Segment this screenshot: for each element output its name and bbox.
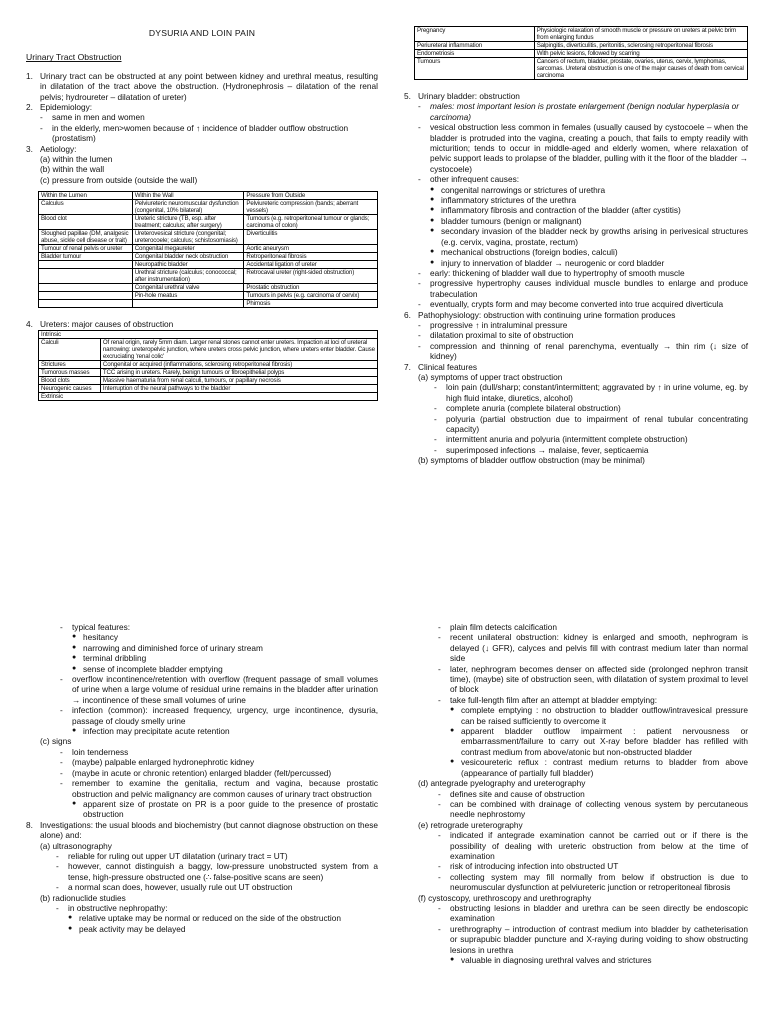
table-cell	[39, 284, 133, 292]
list-item: (b) within the wall	[40, 164, 105, 175]
dash-marker: -	[438, 902, 441, 913]
item-text: (maybe in acute or chronic retention) enlarged bladder (felt/percussed)	[72, 767, 332, 778]
table-cell: Prostatic obstruction	[244, 284, 378, 292]
item-text: progressive hypertrophy causes individual muscle bundles to enlarge and produce trabeculation	[430, 278, 748, 299]
bullet-item: ● infection may precipitate acute retention	[72, 726, 378, 736]
table-row	[39, 292, 378, 300]
table-cell: Endometriosis	[415, 50, 535, 58]
bullet-icon: ●	[430, 196, 435, 204]
table-cell: Cancers of rectum, bladder, prostate, ovaries, uterus, cervix, lymphomas, sarcomas. Ureteral obstruction is one of the major causes of death from cervical carcinoma	[534, 58, 747, 80]
bullet-list	[438, 705, 748, 778]
item-text: apparent bladder outflow impairment : patient nervousness or embarrassment/failure to carry out X-ray before bladder has refilled with contrast medium from above/atonic but non-obstructed bladder	[461, 726, 748, 757]
table-row	[39, 376, 378, 384]
sub-heading: (f) cystoscopy, urethroscopy and urethrography	[418, 892, 592, 903]
dash-item	[56, 861, 378, 882]
column-header: Within the Wall	[132, 192, 244, 200]
item-text: hesitancy	[83, 632, 119, 643]
item-text: terminal dribbling	[83, 653, 147, 664]
table-cell: Sloughed papillae (DM, analgesic abuse, sickle cell disease or trait)	[39, 230, 133, 245]
bullet-icon: ●	[430, 206, 435, 214]
table-cell: Pregnancy	[415, 27, 535, 42]
table-cell: Tumours in pelvis (e.g. carcinoma of cervix)	[244, 292, 378, 300]
paragraph-text: Investigations: the usual bloods and biochemistry (but cannot diagnose obstruction on these alone) and:	[40, 819, 378, 841]
table-cell: Calculi	[39, 338, 101, 360]
dash-list	[418, 903, 748, 955]
item-text: males: most important lesion is prostate enlargement (benign nodular hyperplasia or carcinoma)	[430, 101, 739, 122]
table-cell: Salpingitis, diverticulitis, peritonitis, sclerosing retroperitoneal fibrosis	[534, 42, 747, 50]
item-text: intermittent anuria and polyuria (intermittent complete obstruction)	[446, 434, 688, 445]
table-row	[39, 200, 378, 215]
item-text: injury to innervation of bladder → neurogenic or cord bladder	[441, 257, 665, 268]
table-cell: Neurogenic causes	[39, 384, 101, 392]
table-cell: Congenital urethral valve	[132, 284, 244, 292]
sub-heading: (a) ultrasonography	[40, 840, 112, 851]
dash-item	[438, 632, 748, 663]
table-cell	[39, 269, 133, 284]
table-cell: Accidental ligation of ureter	[244, 261, 378, 269]
dash-marker: -	[438, 798, 441, 809]
numbered-paragraph-6	[404, 310, 748, 362]
table-cell	[39, 292, 133, 300]
extrinsic-label: Extrinsic	[39, 392, 378, 400]
paragraph-number: 8.	[26, 819, 33, 830]
dash-item	[56, 851, 378, 861]
item-text: overflow incontinence/retention with overflow (frequent passage of small volumes of urine when a large volume of residual urine remains in the bladder after urination → incontinence of these small volumes of urine	[72, 674, 378, 705]
dash-marker: -	[56, 861, 59, 872]
table-cell: Periureteral inflammation	[415, 42, 535, 50]
bullet-item	[430, 247, 748, 257]
extrinsic-table-body	[415, 27, 748, 80]
item-text: narrowing and diminished force of urinary stream	[83, 642, 263, 653]
dash-item	[438, 789, 748, 799]
item-text: secondary invasion of the bladder neck by growths arising in perivesical structures (e.g. cervix, vagina, prostate, rectum)	[441, 226, 748, 247]
dash-item	[438, 695, 748, 705]
item-text: (maybe) palpable enlarged hydronephrotic kidney	[72, 757, 255, 768]
table-cell: Physiologic relaxation of smooth muscle or pressure on ureters at pelvic brim from enlarging fundus	[534, 27, 747, 42]
dash-list	[418, 268, 748, 310]
dash-item	[418, 268, 748, 278]
dash-item	[438, 903, 748, 924]
paragraph-number: 6.	[404, 309, 411, 320]
item-text: bladder tumours (benign or malignant)	[441, 215, 582, 226]
table-header-row	[39, 192, 378, 200]
bullet-item	[72, 643, 378, 653]
dash-marker: -	[438, 788, 441, 799]
table-cell: Aortic aneurysm	[244, 245, 378, 253]
dash-marker: -	[438, 861, 441, 872]
dash-item	[418, 299, 748, 309]
table-cell: Of renal origin, rarely 5mm diam. Larger renal stones cannot enter ureters. Impaction at loci of ureteral narrowing: ureteropelvic junction, where ureters cross pelvic junction, where ureters enter bladder. Cause excruciating 'renal colic'	[100, 338, 377, 360]
numbered-paragraph-4	[26, 319, 378, 329]
dash-item	[438, 872, 748, 893]
dash-marker: -	[60, 778, 63, 789]
table-row	[39, 284, 378, 292]
table-cell	[39, 300, 133, 308]
bullet-item	[72, 653, 378, 663]
table-cell: Ureterovesical stricture (congenital; ureterocoele; calculus; schistosomiasis)	[132, 230, 244, 245]
dash-item	[434, 382, 748, 403]
item-text: polyuria (partial obstruction due to impairment of renal tubular concentrating capacity)	[446, 413, 748, 434]
table-row	[39, 245, 378, 253]
item-text: inflammatory fibrosis and contraction of the bladder (after cystitis)	[441, 205, 681, 216]
table-cell: Strictures	[39, 360, 101, 368]
item-text: sense of incomplete bladder emptying	[83, 663, 223, 674]
dash-item: - same in men and women	[40, 112, 378, 122]
dash-marker: -	[434, 444, 437, 455]
dash-marker: -	[434, 403, 437, 414]
table-cell: Blood clot	[39, 215, 133, 230]
dash-marker: -	[438, 632, 441, 643]
bullet-icon: ●	[430, 216, 435, 224]
extrinsic-causes-table	[414, 26, 748, 80]
paragraph-number: 1.	[26, 70, 33, 81]
dash-marker: -	[56, 882, 59, 893]
item-text: mechanical obstructions (foreign bodies, calculi)	[441, 247, 618, 258]
item-text: vesical obstruction less common in females (usually caused by cystocoele – when the bladder is protruded into the vagina, creating a pouch, that fails to empty readily with micturition; tends to occur in middle-aged and elderly women, where relaxation of pelvic support leads to prolapse of the bladder, pulling with it the floor of the bladder → cystocoele)	[430, 122, 748, 174]
table-cell: Congenital megaureter	[132, 245, 244, 253]
table-row	[39, 360, 378, 368]
item-text: complete anuria (complete bilateral obstruction)	[446, 403, 621, 414]
table-cell: Retroperitoneal fibrosis	[244, 253, 378, 261]
dash-item	[438, 622, 748, 632]
bullet-icon: ●	[430, 227, 435, 235]
item-text: indicated if antegrade examination cannot be carried out or if there is the possibility of dealing with ureteric obstruction from below at the time of examination	[450, 830, 748, 861]
bullet-icon: ●	[430, 248, 435, 256]
table-cell: Bladder tumour	[39, 253, 133, 261]
dash-list	[40, 747, 378, 799]
item-text: apparent size of prostate on PR is a poor guide to the presence of prostatic obstruction	[83, 798, 378, 820]
dash-item: - other infrequent causes: ● congenital narrowings or strictures of urethra ● inflammatory strictures of the urethra ● inflammatory fibrosis and contraction of the bladder (after cystitis) ● bladder tumours (benign or malignant) ● secondary invasion of the bladder neck by growths arising in perivesical structures (e.g. cervix, vagina, prostate, rectum) ● mechanical obstructions (foreign bodies, calculi) ● injury to innervation of bladder → neurogenic or cord bladder	[418, 174, 748, 268]
item-text: inflammatory strictures of the urethra	[441, 195, 577, 206]
item-text: loin pain (dull/sharp; constant/intermittent; aggravated by ↑ in urine volume, eg. by high fluid intake, diuretics, alcohol)	[446, 382, 748, 403]
bullet-item	[450, 757, 748, 778]
page-title: DYSURIA AND LOIN PAIN	[148, 28, 256, 38]
numbered-paragraph-5	[404, 91, 748, 310]
bullet-icon: ●	[450, 706, 455, 714]
dash-list	[418, 320, 748, 362]
item-text: take full-length film after an attempt at bladder emptying:	[450, 694, 658, 705]
list-item: (a) within the lumen	[40, 154, 113, 165]
table-row	[415, 50, 748, 58]
table-row	[39, 215, 378, 230]
column-top-left	[26, 26, 378, 401]
bullet-item: ● valuable in diagnosing urethral valves and strictures	[418, 955, 748, 965]
table-cell: With pelvic lesions, followed by scarring	[534, 50, 747, 58]
ureter-causes-table	[38, 330, 378, 401]
dash-item	[60, 778, 378, 799]
table-cell: Calculus	[39, 200, 133, 215]
aetiology-table	[38, 191, 378, 308]
dash-item	[434, 414, 748, 435]
bullet-icon: ●	[72, 643, 77, 651]
dash-marker: -	[418, 330, 421, 341]
dash-marker: -	[60, 746, 63, 757]
sub-heading: (b) radionuclide studies	[40, 892, 126, 903]
item-text: reliable for ruling out upper UT dilatation (urinary tract = UT)	[68, 850, 288, 861]
column-bottom-right	[404, 622, 748, 965]
bullet-item	[450, 705, 748, 726]
numbered-paragraph-3	[26, 144, 378, 186]
bullet-icon: ●	[72, 664, 77, 672]
paragraph-text: Clinical features	[418, 361, 478, 372]
section-heading: Urinary Tract Obstruction	[26, 52, 122, 63]
table-cell: Pin-hole meatus	[132, 292, 244, 300]
table-cell: Neuropathic bladder	[132, 261, 244, 269]
item-text: early: thickening of bladder wall due to hypertrophy of smooth muscle	[430, 267, 685, 278]
dash-item: - typical features: ● hesitancy ● narrowing and diminished force of urinary stream ● terminal dribbling ● sense of incomplete bladder emptying	[60, 622, 378, 674]
table-cell: Tumours (e.g. retroperitoneal tumour or glands; carcinoma of colon)	[244, 215, 378, 230]
dash-list	[418, 382, 748, 455]
item-text: however, cannot distinguish a baggy, low-pressure unobstructed system from a tense, high-pressure obstructed one (∴ false-positive scans are seen)	[68, 861, 378, 882]
item-text: peak activity may be delayed	[79, 923, 186, 934]
item-text: risk of introducing infection into obstructed UT	[450, 861, 619, 872]
paragraph-text: Urinary bladder: obstruction	[418, 91, 520, 101]
paragraph-number: 2.	[26, 102, 33, 113]
dash-item	[60, 768, 378, 778]
item-text: same in men and women	[52, 112, 145, 123]
numbered-paragraph-8	[26, 820, 378, 934]
dash-marker: -	[438, 871, 441, 882]
table-row	[415, 58, 748, 80]
bullet-item	[72, 664, 378, 674]
bullet-item: ● apparent size of prostate on PR is a poor guide to the presence of prostatic obstruction	[72, 798, 378, 820]
dash-item	[60, 747, 378, 757]
table-cell: Blood clots	[39, 376, 101, 384]
dash-item	[418, 320, 748, 330]
bullet-item	[430, 205, 748, 215]
paragraph-number: 7.	[404, 361, 411, 372]
bullet-item	[450, 726, 748, 757]
dash-item: - vesical obstruction less common in females (usually caused by cystocoele – when the bladder is protruded into the vagina, creating a pouch, that fails to empty readily with micturition; tends to occur in middle-aged and elderly women, where relaxation of pelvic support leads to prolapse of the bladder, pulling with it the floor of the bladder → cystocoele)	[418, 122, 748, 174]
bullet-list	[68, 913, 378, 934]
table-row	[39, 368, 378, 376]
table-cell	[39, 261, 133, 269]
item-text: infection may precipitate acute retention	[83, 726, 230, 737]
column-header: Pressure from Outside	[244, 192, 378, 200]
dash-marker: -	[418, 299, 421, 310]
paragraph-text: Pathophysiology: obstruction with continuing urine formation produces	[418, 309, 676, 320]
dash-item	[434, 434, 748, 444]
item-text: in obstructive nephropathy:	[68, 902, 168, 913]
bullet-icon: ●	[68, 914, 73, 922]
dash-item	[438, 664, 748, 695]
bullet-list	[430, 185, 748, 268]
dash-item	[60, 757, 378, 767]
intrinsic-label: Intrinsic	[39, 330, 378, 338]
ureter-table-body	[39, 338, 378, 392]
table-row	[39, 269, 378, 284]
table-cell: Interruption of the neural pathways to the bladder	[100, 384, 377, 392]
aetiology-table-body	[39, 200, 378, 308]
dash-list	[418, 789, 748, 820]
dash-item	[438, 799, 748, 820]
sub-heading: (c) signs	[40, 736, 72, 747]
item-text: eventually, crypts form and may become converted into true acquired diverticula	[430, 299, 724, 310]
item-text: later, nephrogram becomes denser on affected side (prolonged nephron transit time), (maybe) site of obstruction seen, with dilatation of system proximal to level of block	[450, 663, 748, 695]
column-header: Within the Lumen	[39, 192, 133, 200]
bullet-item	[68, 924, 378, 934]
dash-item	[434, 403, 748, 413]
list-item: (c) pressure from outside (outside the wall)	[40, 174, 198, 185]
table-cell: Urethral stricture (calculus; conococcal; after instrumentation)	[132, 269, 244, 284]
dash-item	[418, 330, 748, 340]
dash-marker: -	[434, 434, 437, 445]
sub-heading: (b) symptoms of bladder outflow obstruction (may be minimal)	[418, 455, 645, 466]
item-text: complete emptying : no obstruction to bladder outflow/intravesical pressure can be raised sufficiently to overcome it	[461, 705, 748, 726]
bullet-item	[430, 185, 748, 195]
item-text: defines site and cause of obstruction	[450, 788, 585, 799]
numbered-paragraph-7	[404, 362, 748, 466]
dash-item	[418, 278, 748, 299]
bullet-icon: ●	[72, 633, 77, 641]
paragraph-text: Urinary tract can be obstructed at any point between kidney and urethral meatus, resulting in dilatation of the tract above the obstruction. (Hydronephrosis – dilatation of the renal pelvis; hydroureter – dilatation of ureter)	[40, 70, 378, 102]
dash-marker: -	[438, 694, 441, 705]
item-text: compression and thinning of renal parenchyma, eventually → thin rim (↓ size of kidney)	[430, 340, 748, 362]
item-text: recent unilateral obstruction: kidney is enlarged and smooth, nephrogram is delayed (↓ GFR), calyces and pelvis fill with contrast medium later than normal side	[450, 632, 748, 664]
table-cell: Phimosis	[244, 300, 378, 308]
item-text: dilatation proximal to site of obstruction	[430, 330, 574, 341]
item-text: can be combined with drainage of collecting venous system by percutaneous needle nephrostomy	[450, 798, 748, 820]
dash-marker: -	[418, 267, 421, 278]
table-cell: Diverticulitis	[244, 230, 378, 245]
table-cell: Tumorous masses	[39, 368, 101, 376]
table-cell: Congenital or acquired (inflammations, sclerosing retroperitoneal fibrosis)	[100, 360, 377, 368]
dash-item: - overflow incontinence/retention with overflow (frequent passage of small volumes of urine when a large volume of residual urine remains in the bladder after urination → incontinence of these small volumes of urine	[60, 674, 378, 705]
item-text: a normal scan does, however, usually rule out UT obstruction	[68, 882, 293, 893]
table-cell: Pelviureteric neuromuscular dysfunction (congenital, 10% bilateral)	[132, 200, 244, 215]
bullet-icon: ●	[430, 258, 435, 266]
table-cell: TCC arising in ureters. Rarely, benign tumours or fibroepithelial polyps	[100, 368, 377, 376]
dash-item: - infection (common): increased frequency, urgency, urge incontinence, dysuria, passage of cloudy smelly urine ● infection may precipitate acute retention	[60, 705, 378, 737]
sub-heading: (d) antegrade pyelography and ureterography	[418, 778, 586, 789]
paragraph-number: 5.	[404, 91, 411, 101]
dash-item: - in obstructive nephropathy: ● relative uptake may be normal or reduced on the side of the obstruction ● peak activity may be delayed	[56, 903, 378, 934]
table-cell: Massive haematuria from renal calculi, tumours, or papillary necrosis	[100, 376, 377, 384]
dash-marker: -	[438, 923, 441, 934]
item-text: collecting system may fill normally from below if obstruction is due to neuromuscular dysfunction at pelviureteric junction or retroperitoneal fibrosis	[450, 871, 748, 893]
paragraph-text: Aetiology:	[40, 143, 77, 154]
item-text: typical features:	[72, 622, 131, 632]
bullet-item	[430, 258, 748, 268]
bullet-list	[72, 632, 378, 674]
item-text: other infrequent causes:	[430, 174, 520, 185]
numbered-paragraph-1	[26, 71, 378, 102]
table-row	[39, 338, 378, 360]
table-cell	[132, 300, 244, 308]
table-cell: Congenital bladder neck obstruction	[132, 253, 244, 261]
dash-marker: -	[434, 382, 437, 393]
bullet-icon: ●	[68, 924, 73, 932]
dash-item	[438, 861, 748, 871]
dash-list	[40, 851, 378, 893]
item-text: infection (common): increased frequency, urgency, urge incontinence, dysuria, passage of cloudy smelly urine	[72, 705, 378, 726]
bullet-item	[430, 226, 748, 247]
dash-list	[438, 622, 748, 705]
bullet-icon: ●	[450, 727, 455, 735]
item-text: in the elderly, men>women because of ↑ incidence of bladder outflow obstruction (prostatism)	[52, 122, 349, 144]
table-row	[39, 300, 378, 308]
item-text: remember to examine the genitalia, rectum and vagina, because prostatic obstruction and pelvic malignancy are common causes of urinary tract obstruction	[72, 778, 378, 799]
dash-item	[438, 830, 748, 861]
paragraph-number: 3.	[26, 143, 33, 154]
table-row	[39, 261, 378, 269]
sub-heading: (e) retrograde ureterography	[418, 819, 523, 830]
dash-marker: -	[418, 278, 421, 289]
dash-marker: -	[418, 340, 421, 351]
dash-item: - in the elderly, men>women because of ↑ incidence of bladder outflow obstruction (prostatism)	[40, 123, 378, 144]
dash-item	[418, 341, 748, 362]
table-row	[415, 42, 748, 50]
column-top-right	[404, 26, 748, 466]
numbered-paragraph-2	[26, 102, 378, 144]
table-cell: Tumours	[415, 58, 535, 80]
item-text: superimposed infections → malaise, fever, septicaemia	[446, 444, 649, 455]
dash-item	[434, 445, 748, 455]
bullet-item	[430, 216, 748, 226]
item-text: relative uptake may be normal or reduced on the side of the obstruction	[79, 913, 341, 924]
item-text: obstructing lesions in bladder and urethra can be seen directly be endoscopic examination	[450, 902, 748, 924]
dash-marker: -	[60, 757, 63, 768]
table-row	[39, 253, 378, 261]
bullet-icon: ●	[450, 758, 455, 766]
item-text: valuable in diagnosing urethral valves and strictures	[461, 955, 652, 965]
bullet-item	[430, 195, 748, 205]
item-text: vesicoureteric reflux : contrast medium returns to bladder from above (appearance of partially full bladder)	[461, 757, 748, 778]
paragraph-text: Epidemiology:	[40, 102, 93, 113]
sub-heading: (a) symptoms of upper tract obstruction	[418, 371, 563, 382]
paragraph-number: 4.	[26, 319, 33, 330]
bullet-icon: ●	[72, 654, 77, 662]
dash-item: - males: most important lesion is prostate enlargement (benign nodular hyperplasia or carcinoma)	[418, 101, 748, 122]
dash-marker: -	[438, 830, 441, 841]
dash-marker: -	[438, 663, 441, 674]
item-text: plain film detects calcification	[450, 622, 557, 632]
table-cell: Tumour of renal pelvis or ureter	[39, 245, 133, 253]
dash-item	[56, 882, 378, 892]
item-text: loin tenderness	[72, 746, 129, 757]
dash-marker: -	[438, 622, 441, 632]
item-text: congenital narrowings or strictures of urethra	[441, 184, 606, 195]
dash-marker: -	[60, 767, 63, 778]
bullet-item	[68, 913, 378, 923]
table-row	[39, 384, 378, 392]
column-bottom-left	[26, 622, 378, 934]
dash-list	[418, 830, 748, 892]
dash-marker: -	[56, 850, 59, 861]
bullet-item	[72, 632, 378, 642]
dash-marker: -	[434, 413, 437, 424]
bullet-icon: ●	[430, 185, 435, 193]
table-row	[39, 230, 378, 245]
table-cell: Pelviureteric compression (bands; aberrant vessels)	[244, 200, 378, 215]
table-row	[415, 27, 748, 42]
dash-item	[438, 924, 748, 955]
table-cell: Ureteric stricture (TB, esp. after treatment; calculus; after surgery)	[132, 215, 244, 230]
item-text: progressive ↑ in intraluminal pressure	[430, 319, 568, 330]
dash-marker: -	[418, 319, 421, 330]
item-text: urethrography – introduction of contrast medium into bladder by catheterisation or suprapubic bladder puncture and X-raying during voiding to show obstructing lesions in urethra	[450, 923, 748, 955]
paragraph-text: Ureters: major causes of obstruction	[40, 319, 174, 330]
table-cell: Retrocaval ureter (right-sided obstruction)	[244, 269, 378, 284]
